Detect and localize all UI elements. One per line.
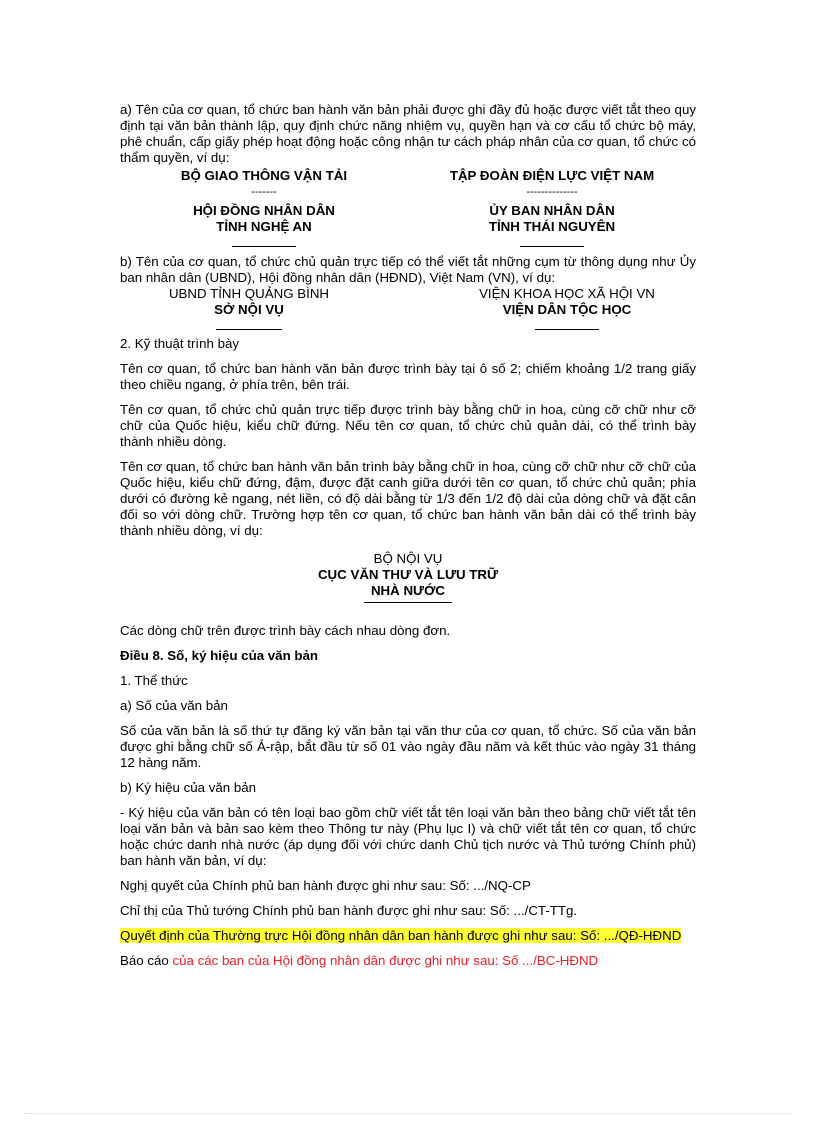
red-text: của các ban của Hội đồng nhân dân được ghi như sau: Số .../BC-HĐND xyxy=(172,953,599,968)
document-page xyxy=(120,102,696,969)
paragraph: Số của văn bản là số thứ tự đăng ký văn bản tại văn thư của cơ quan, tổ chức. Số của văn bản được ghi bằng chữ số Ả-rập, bắt đầu từ số 01 vào ngày đầu năm và kết thúc vào ngày 31 tháng 12 hàng năm. xyxy=(120,723,696,770)
highlighted-text: Quyết định của Thường trực Hội đồng nhân dân ban hành được ghi như sau: Số: .../QĐ-HĐND xyxy=(120,928,682,943)
paragraph-b: b) Tên của cơ quan, tổ chức chủ quản trực tiếp có thể viết tắt những cụm từ thông dụng như Ủy ban nhân dân (UBND), Hội đồng nhân dân (HĐND), Việt Nam (VN), ví dụ: xyxy=(120,254,696,285)
underline-rule xyxy=(232,246,296,247)
agency-name-line: ỦY BAN NHÂN DÂN xyxy=(489,203,615,218)
paragraph: Các dòng chữ trên được trình bày cách nhau dòng đơn. xyxy=(120,623,451,638)
agency-name-line: NHÀ NƯỚC xyxy=(370,583,446,598)
agency-name-line: TỈNH NGHỆ AN xyxy=(216,219,312,234)
paragraph: Tên cơ quan, tổ chức ban hành văn bản được trình bày tại ô số 2; chiếm khoảng 1/2 trang giấy theo chiều ngang, ở phía trên, bên trái. xyxy=(120,361,696,392)
agency-parent: BỘ NỘI VỤ xyxy=(373,551,443,566)
paragraph: Tên cơ quan, tổ chức ban hành văn bản trình bày bằng chữ in hoa, cùng cỡ chữ như cỡ chữ của Quốc hiệu, kiểu chữ đứng, đậm, được đặt canh giữa dưới tên cơ quan, tổ chức chủ quản; phía dưới có đường kẻ ngang, nét liền, có độ dài bằng từ 1/3 đến 1/2 độ dài của dòng chữ và đặt cân đối so với dòng chữ. Trường hợp tên cơ quan, tổ chức ban hành văn bản dài có thể trình bày thành nhiều dòng, ví dụ: xyxy=(120,459,696,538)
page-bottom-border xyxy=(24,1113,792,1114)
paragraph-a: a) Tên của cơ quan, tổ chức ban hành văn bản phải được ghi đầy đủ hoặc được viết tắt theo quy định tại văn bản thành lập, quy định chức năng nhiệm vụ, quyền hạn và cơ cấu tổ chức bộ máy, phê chuẩn, cấp giấy phép hoạt động hoặc công nhận tư cách pháp nhân của cơ quan, tổ chức có thẩm quyền, ví dụ: xyxy=(120,102,696,165)
example-3 xyxy=(120,551,696,603)
subsection-heading: 1. Thể thức xyxy=(120,673,188,688)
underline-rule xyxy=(535,329,599,330)
agency-name-line: TỈNH THÁI NGUYÊN xyxy=(488,219,616,234)
example-1-right xyxy=(408,168,696,247)
dash-separator: ------- xyxy=(251,186,277,198)
prefix-text: Báo cáo xyxy=(120,953,173,968)
example-1-left xyxy=(120,168,408,247)
agency-parent: VIỆN KHOA HỌC XÃ HỘI VN xyxy=(479,286,655,301)
subsection-heading: b) Ký hiệu của văn bản xyxy=(120,780,257,795)
paragraph: Tên cơ quan, tổ chức chủ quản trực tiếp được trình bày bằng chữ in hoa, cùng cỡ chữ như cỡ chữ của Quốc hiệu, kiểu chữ đứng. Nếu tên cơ quan, tổ chức chủ quản dài, có thể trình bày thành nhiều dòng. xyxy=(120,402,696,449)
underline-rule xyxy=(520,246,584,247)
highlighted-example-line xyxy=(120,928,696,944)
example-2-right xyxy=(408,286,696,330)
example-1 xyxy=(120,168,696,247)
example-2 xyxy=(120,286,696,330)
agency-name: SỞ NỘI VỤ xyxy=(214,302,284,317)
example-line: Nghị quyết của Chính phủ ban hành được ghi như sau: Số: .../NQ-CP xyxy=(120,878,531,893)
agency-name: VIỆN DÂN TỘC HỌC xyxy=(502,302,632,317)
section-heading: 2. Kỹ thuật trình bày xyxy=(120,336,240,351)
example-line xyxy=(120,953,696,969)
underline-rule xyxy=(216,329,282,330)
agency-parent: UBND TỈNH QUẢNG BÌNH xyxy=(168,286,330,301)
example-2-left xyxy=(120,286,408,330)
dash-separator: -------------- xyxy=(526,186,578,198)
article-heading: Điều 8. Số, ký hiệu của văn bản xyxy=(120,648,319,663)
example-line: Chỉ thị của Thủ tướng Chính phủ ban hành được ghi như sau: Số: .../CT-TTg. xyxy=(120,903,578,918)
agency-name-line: CỤC VĂN THƯ VÀ LƯU TRỮ xyxy=(317,567,499,582)
agency-parent: TẬP ĐOÀN ĐIỆN LỰC VIỆT NAM xyxy=(449,168,655,183)
subsection-heading: a) Số của văn bản xyxy=(120,698,228,713)
underline-rule xyxy=(364,602,452,603)
agency-parent: BỘ GIAO THÔNG VẬN TẢI xyxy=(180,168,348,183)
agency-name-line: HỘI ĐỒNG NHÂN DÂN xyxy=(193,203,335,218)
paragraph: - Ký hiệu của văn bản có tên loại bao gồm chữ viết tắt tên loại văn bản theo bảng chữ viết tắt tên loại văn bản và bản sao kèm theo Thông tư này (Phụ lục I) và chữ viết tắt tên cơ quan, tổ chức hoặc chức danh nhà nước (áp dụng đối với chức danh Chủ tịch nước và Thủ tướng Chính phủ) ban hành văn bản, ví dụ: xyxy=(120,805,696,868)
